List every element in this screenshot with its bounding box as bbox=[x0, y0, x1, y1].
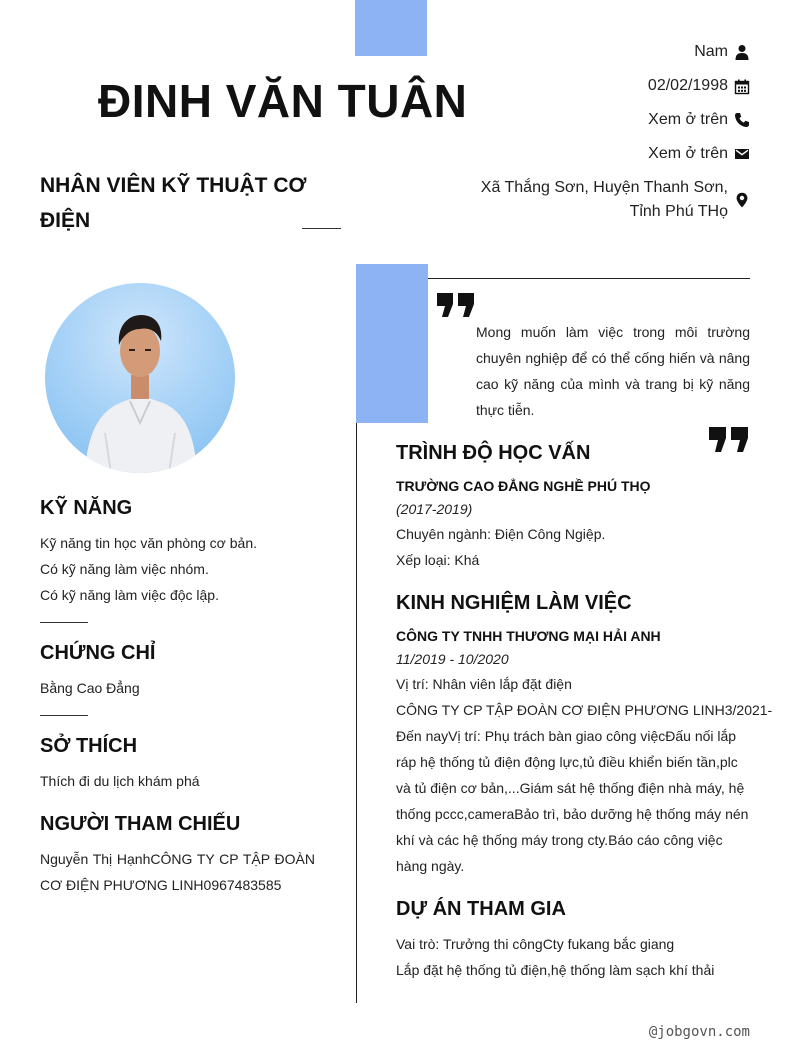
certificate-item: Bằng Cao Đẳng bbox=[40, 680, 140, 696]
certificates-heading: CHỨNG CHỈ bbox=[40, 642, 156, 664]
experience-line: Đến nayVị trí: Phụ trách bàn giao công việcĐấu nối lắp bbox=[396, 728, 737, 744]
column-divider bbox=[356, 423, 357, 1003]
skills-item: Kỹ năng tin học văn phòng cơ bản. bbox=[40, 535, 257, 551]
references-heading: NGƯỜI THAM CHIẾU bbox=[40, 813, 241, 835]
contact-address-line1: Xã Thắng Sơn, Huyện Thanh Sơn, bbox=[480, 179, 728, 196]
contact-email: Xem ở trên bbox=[648, 145, 728, 162]
hobbies-heading: SỞ THÍCH bbox=[40, 735, 138, 757]
experience-line: Vị trí: Nhân viên lắp đặt điện bbox=[396, 676, 572, 692]
experience-line: khí và các hệ thống máy trong cty.Báo cáo công việc bbox=[396, 832, 723, 848]
location-pin-icon bbox=[734, 192, 750, 208]
contact-birthdate: 02/02/1998 bbox=[647, 77, 728, 94]
education-major: Chuyên ngành: Điện Công Ngiệp. bbox=[396, 526, 606, 542]
candidate-name: ĐINH VĂN TUÂN bbox=[98, 75, 468, 127]
project-line: Lắp đặt hệ thống tủ điện,hệ thống làm sạch khí thải bbox=[396, 962, 715, 978]
job-title: NHÂN VIÊN KỸ THUẬT CƠ ĐIỆN bbox=[40, 174, 307, 232]
education-school: TRƯỜNG CAO ĐẲNG NGHỀ PHÚ THỌ bbox=[396, 478, 651, 494]
skills-item: Có kỹ năng làm việc độc lập. bbox=[40, 587, 219, 603]
skills-item: Có kỹ năng làm việc nhóm. bbox=[40, 561, 209, 577]
skills-heading: KỸ NĂNG bbox=[40, 497, 133, 519]
section-divider bbox=[40, 622, 88, 623]
experience-heading: KINH NGHIỆM LÀM VIỆC bbox=[396, 592, 632, 614]
close-quote-icon bbox=[708, 426, 750, 458]
experience-line: CÔNG TY CP TẬP ĐOÀN CƠ ĐIỆN PHƯƠNG LINH3/2021- bbox=[396, 702, 773, 718]
hobby-item: Thích đi du lịch khám phá bbox=[40, 773, 200, 789]
person-icon bbox=[734, 44, 750, 60]
project-line: Vai trò: Trưởng thi côngCty fukang bắc giang bbox=[396, 936, 675, 952]
experience-line: ráp hệ thống tủ điện động lực,tủ điều khiển biến tần,plc bbox=[396, 754, 738, 770]
open-quote-icon bbox=[436, 292, 476, 323]
experience-company: CÔNG TY TNHH THƯƠNG MẠI HẢI ANH bbox=[396, 628, 661, 644]
education-rank: Xếp loại: Khá bbox=[396, 552, 480, 568]
section-divider bbox=[40, 715, 88, 716]
experience-line: thống pccc,cameraBảo trì, bảo dưỡng hệ thống máy nén bbox=[396, 806, 749, 822]
experience-details bbox=[396, 671, 773, 879]
phone-icon bbox=[734, 112, 750, 128]
accent-block-middle bbox=[356, 264, 428, 423]
footer-brand: @jobgovn.com bbox=[648, 1024, 750, 1040]
experience-line: và tủ điện cơ bản,...Giám sát hệ thống điện nhà máy, hệ bbox=[396, 780, 745, 796]
reference-line: CƠ ĐIỆN PHƯƠNG LINH0967483585 bbox=[40, 877, 282, 893]
experience-line: hàng ngày. bbox=[396, 858, 465, 874]
envelope-icon bbox=[734, 146, 750, 162]
calendar-icon bbox=[734, 79, 750, 95]
contact-phone: Xem ở trên bbox=[648, 111, 728, 128]
profile-photo bbox=[45, 283, 235, 473]
education-heading: TRÌNH ĐỘ HỌC VẤN bbox=[396, 442, 591, 464]
experience-period: 11/2019 - 10/2020 bbox=[396, 651, 509, 667]
education-period: (2017-2019) bbox=[396, 501, 473, 517]
job-title-divider bbox=[302, 228, 341, 229]
objective-top-rule bbox=[428, 278, 750, 279]
contact-gender: Nam bbox=[694, 43, 728, 60]
projects-heading: DỰ ÁN THAM GIA bbox=[396, 898, 566, 920]
reference-line: Nguyễn Thị HạnhCÔNG TY CP TẬP ĐOÀN bbox=[40, 851, 315, 867]
career-objective: Mong muốn làm việc trong môi trường chuyên nghiệp để có thể cống hiến và nâng cao kỹ năng của mình và trang bị kỹ năng thực tiễn. bbox=[476, 324, 750, 418]
accent-block-top bbox=[355, 0, 427, 56]
contact-address-line2: Tỉnh Phú THọ bbox=[629, 203, 728, 220]
